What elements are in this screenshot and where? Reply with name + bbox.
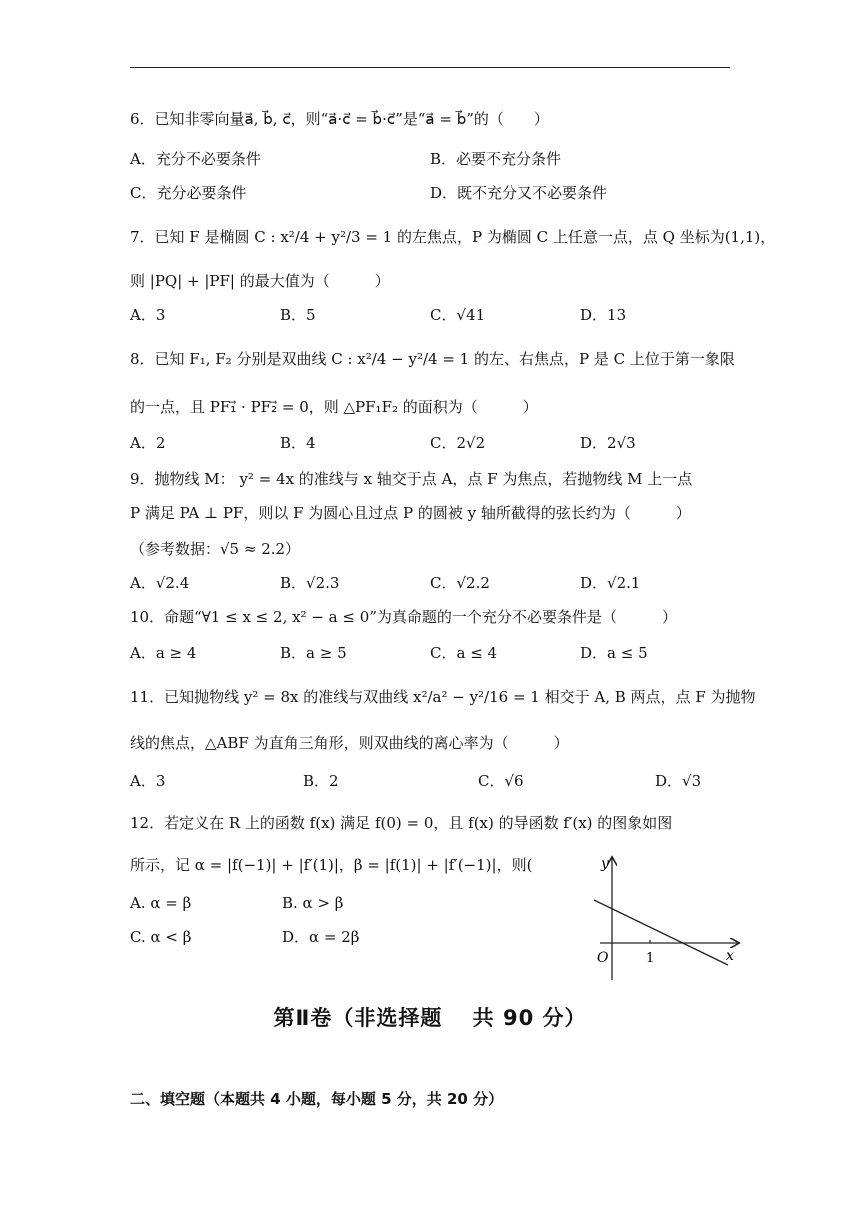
section2-heading: 二、填空题（本题共 4 小题，每小题 5 分，共 20 分） xyxy=(130,1090,504,1108)
q6-option-b: B．必要不充分条件 xyxy=(430,150,562,168)
q9-stem-line3: （参考数据：√5 ≈ 2.2） xyxy=(130,540,301,558)
q9-stem-line1: 9．抛物线 M： y² = 4x 的准线与 x 轴交于点 A，点 F 为焦点，若抛物线 M 上一点 xyxy=(130,470,693,488)
q12-option-a: A. α = β xyxy=(130,894,192,912)
q10-stem: 10．命题“∀1 ≤ x ≤ 2, x² − a ≤ 0”为真命题的一个充分不必要条件是（ ） xyxy=(130,608,677,626)
q9-option-a: A．√2.4 xyxy=(130,574,190,592)
q11-option-d: D．√3 xyxy=(655,772,702,790)
q9-stem-line2: P 满足 PA ⊥ PF，则以 F 为圆心且过点 P 的圆被 y 轴所截得的弦长约为（ ） xyxy=(130,504,691,522)
q7-stem-line2: 则 |PQ| + |PF| 的最大值为（ ） xyxy=(130,272,390,290)
q6-option-d: D．既不充分又不必要条件 xyxy=(430,184,608,202)
derivative-line xyxy=(594,900,728,965)
q8-option-c: C．2√2 xyxy=(430,434,486,452)
q9-option-d: D．√2.1 xyxy=(580,574,641,592)
q7-option-d: D．13 xyxy=(580,306,627,324)
q7-stem-line1: 7．已知 F 是椭圆 C : x²/4 + y²/3 = 1 的左焦点，P 为椭圆 C 上任意一点，点 Q 坐标为(1,1)， xyxy=(130,228,776,246)
q11-option-a: A．3 xyxy=(130,772,166,790)
q6-stem: 6．已知非零向量a⃗, b⃗, c⃗，则“a⃗·c⃗ = b⃗·c⃗”是“a⃗ = b⃗”的（ ） xyxy=(130,110,549,128)
q12-stem-line2: 所示，记 α = |f(−1)| + |f′(1)|，β = |f(1)| + |f′(−1)|，则( xyxy=(130,856,533,874)
q11-option-b: B．2 xyxy=(303,772,339,790)
q8-stem-line2: 的一点，且 PF₁⃗ · PF₂⃗ = 0，则 △PF₁F₂ 的面积为（ ） xyxy=(130,398,538,416)
q8-stem-line1: 8．已知 F₁, F₂ 分别是双曲线 C : x²/4 − y²/4 = 1 的左、右焦点，P 是 C 上位于第一象限 xyxy=(130,350,735,368)
q8-option-b: B．4 xyxy=(280,434,316,452)
q10-option-a: A．a ≥ 4 xyxy=(130,644,197,662)
q7-option-a: A．3 xyxy=(130,306,166,324)
q9-option-c: C．√2.2 xyxy=(430,574,490,592)
q12-option-d: D．α = 2β xyxy=(282,928,360,946)
q6-option-a: A．充分不必要条件 xyxy=(130,150,261,168)
q7-option-b: B．5 xyxy=(280,306,316,324)
q9-option-b: B．√2.3 xyxy=(280,574,340,592)
q12-option-b: B. α > β xyxy=(282,894,344,912)
y-axis-label: y xyxy=(601,856,609,872)
header-rule xyxy=(130,67,730,68)
part2-heading: 第Ⅱ卷（非选择题 共 90 分） xyxy=(273,1006,587,1030)
q10-option-b: B．a ≥ 5 xyxy=(280,644,347,662)
q11-stem-line1: 11．已知抛物线 y² = 8x 的准线与双曲线 x²/a² − y²/16 = 1 相交于 A, B 两点，点 F 为抛物 xyxy=(130,688,756,706)
q8-option-d: D．2√3 xyxy=(580,434,636,452)
q11-stem-line2: 线的焦点，△ABF 为直角三角形，则双曲线的离心率为（ ） xyxy=(130,734,569,752)
q12-stem-line1: 12．若定义在 R 上的函数 f(x) 满足 f(0) = 0，且 f(x) 的导函数 f′(x) 的图象如图 xyxy=(130,814,673,832)
x-axis-label: x xyxy=(726,948,734,964)
q7-option-c: C．√41 xyxy=(430,306,486,324)
tick-label-1: 1 xyxy=(646,951,655,966)
origin-label: O xyxy=(597,950,609,966)
q12-option-c: C. α < β xyxy=(130,928,192,946)
q11-option-c: C．√6 xyxy=(478,772,524,790)
q8-option-a: A．2 xyxy=(130,434,166,452)
q10-option-c: C．a ≤ 4 xyxy=(430,644,498,662)
q10-option-d: D．a ≤ 5 xyxy=(580,644,648,662)
q12-derivative-graph xyxy=(580,852,745,982)
q6-option-c: C．充分必要条件 xyxy=(130,184,247,202)
